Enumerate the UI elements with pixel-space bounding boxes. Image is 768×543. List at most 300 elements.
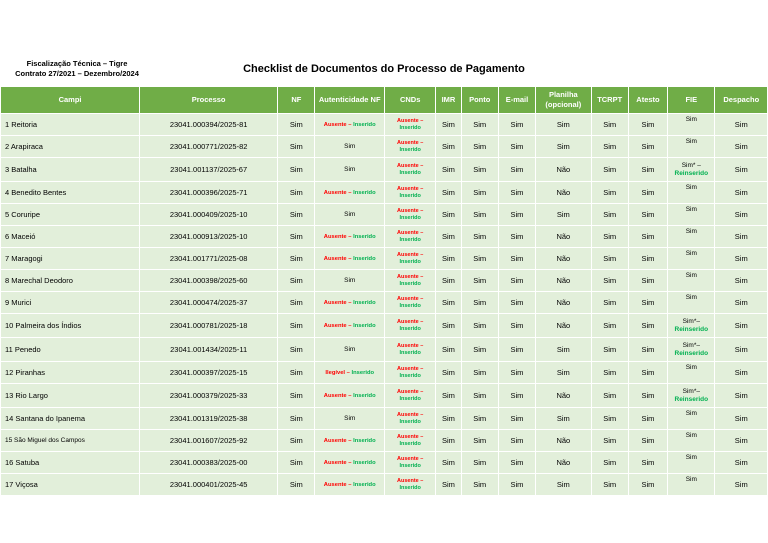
status-absent: Ausente bbox=[323, 234, 347, 240]
table-row bbox=[1, 182, 767, 203]
column-header: Despacho bbox=[715, 87, 767, 113]
cell-tcrpt: Sim bbox=[592, 248, 628, 269]
status-inserted: Inserido bbox=[399, 325, 421, 332]
table-row bbox=[1, 114, 767, 135]
status-inserted: Inserido bbox=[353, 234, 376, 240]
cell-planilha: Sim bbox=[536, 114, 590, 135]
status-inserted: Inserido bbox=[399, 302, 421, 309]
cell-planilha: Não bbox=[536, 430, 590, 451]
status-inserted: Inserido bbox=[399, 440, 421, 447]
status-inserted: Inserido bbox=[351, 370, 375, 376]
cell-imr: Sim bbox=[436, 474, 460, 495]
cell-ponto: Sim bbox=[462, 270, 498, 291]
status-inserted: Inserido bbox=[399, 169, 421, 176]
cell-despacho: Sim bbox=[715, 430, 767, 451]
cell-campus: 15 São Miguel dos Campos bbox=[1, 430, 139, 451]
cell-email: Sim bbox=[499, 226, 535, 247]
cell-despacho: Sim bbox=[715, 452, 767, 473]
fie-value: Sim*– bbox=[682, 387, 700, 395]
status-yes: Sim bbox=[344, 211, 356, 218]
status-inserted: Inserido bbox=[353, 122, 376, 128]
cell-processo: 23041.000383/2025-00 bbox=[140, 452, 277, 473]
cell-planilha: Não bbox=[536, 292, 590, 313]
cell-email: Sim bbox=[499, 292, 535, 313]
cell-nf: Sim bbox=[278, 430, 314, 451]
cell-processo: 23041.001137/2025-67 bbox=[140, 158, 277, 181]
cell-autenticidade bbox=[315, 408, 384, 429]
cell-email: Sim bbox=[499, 338, 535, 361]
cell-email: Sim bbox=[499, 384, 535, 407]
cell-processo: 23041.000474/2025-37 bbox=[140, 292, 277, 313]
status-absent: Ausente – bbox=[397, 273, 424, 280]
cell-tcrpt: Sim bbox=[592, 314, 628, 337]
status-inserted: Inserido bbox=[399, 462, 421, 469]
cell-tcrpt: Sim bbox=[592, 158, 628, 181]
cell-fie bbox=[668, 338, 714, 361]
status-separator: – bbox=[346, 438, 354, 444]
table-row bbox=[1, 292, 767, 313]
status-separator: – bbox=[346, 300, 354, 306]
cell-fie bbox=[668, 384, 714, 407]
status-absent: Ausente – bbox=[397, 295, 424, 302]
cell-imr: Sim bbox=[436, 158, 460, 181]
status-inserted: Inserido bbox=[399, 146, 421, 153]
fie-reinserted: Reinserido bbox=[674, 169, 709, 177]
cell-atesto: Sim bbox=[629, 270, 667, 291]
status-inserted: Inserido bbox=[399, 192, 421, 199]
cell-processo: 23041.000781/2025-18 bbox=[140, 314, 277, 337]
cell-atesto: Sim bbox=[629, 248, 667, 269]
cell-nf: Sim bbox=[278, 226, 314, 247]
status-absent: Ausente bbox=[323, 256, 347, 262]
cell-atesto: Sim bbox=[629, 474, 667, 495]
cell-email: Sim bbox=[499, 314, 535, 337]
cnd-status bbox=[385, 389, 435, 403]
cell-tcrpt: Sim bbox=[592, 270, 628, 291]
cell-planilha: Sim bbox=[536, 204, 590, 225]
header-row bbox=[1, 87, 767, 113]
cell-imr: Sim bbox=[436, 136, 460, 157]
cell-nf: Sim bbox=[278, 338, 314, 361]
cell-atesto: Sim bbox=[629, 362, 667, 383]
table-row bbox=[1, 474, 767, 495]
status-absent: Ausente – bbox=[397, 477, 424, 484]
cell-imr: Sim bbox=[436, 408, 460, 429]
cnd-status bbox=[385, 252, 435, 266]
cell-ponto: Sim bbox=[462, 292, 498, 313]
status-yes: Sim bbox=[344, 277, 356, 284]
cell-email: Sim bbox=[499, 136, 535, 157]
fie-value: Sim bbox=[685, 364, 697, 371]
cell-autenticidade bbox=[315, 338, 384, 361]
cell-imr: Sim bbox=[436, 204, 460, 225]
cell-despacho: Sim bbox=[715, 226, 767, 247]
status-separator: – bbox=[346, 393, 354, 399]
status-absent: Ausente bbox=[323, 460, 347, 466]
fie-value: Sim bbox=[685, 432, 697, 439]
cell-email: Sim bbox=[499, 182, 535, 203]
cell-email: Sim bbox=[499, 114, 535, 135]
cell-tcrpt: Sim bbox=[592, 408, 628, 429]
cell-despacho: Sim bbox=[715, 248, 767, 269]
status-absent: Ausente bbox=[323, 300, 347, 306]
status-absent: Ausente – bbox=[397, 318, 424, 325]
cell-cnds bbox=[385, 292, 435, 313]
cell-email: Sim bbox=[499, 270, 535, 291]
cell-email: Sim bbox=[499, 158, 535, 181]
table-row bbox=[1, 158, 767, 181]
cell-despacho: Sim bbox=[715, 114, 767, 135]
cell-campus: 1 Reitoria bbox=[1, 114, 139, 135]
cell-fie bbox=[668, 292, 714, 313]
cnd-status bbox=[385, 274, 435, 288]
cell-autenticidade bbox=[315, 182, 384, 203]
status-inserted: Inserido bbox=[399, 214, 421, 221]
cell-tcrpt: Sim bbox=[592, 452, 628, 473]
cnd-status bbox=[385, 140, 435, 154]
cell-email: Sim bbox=[499, 474, 535, 495]
cell-processo: 23041.000379/2025-33 bbox=[140, 384, 277, 407]
cell-imr: Sim bbox=[436, 114, 460, 135]
fie-reinserted: Reinserido bbox=[674, 395, 709, 403]
table-row bbox=[1, 136, 767, 157]
cell-cnds bbox=[385, 430, 435, 451]
cell-campus: 3 Batalha bbox=[1, 158, 139, 181]
cell-nf: Sim bbox=[278, 158, 314, 181]
cell-cnds bbox=[385, 384, 435, 407]
cell-processo: 23041.000401/2025-45 bbox=[140, 474, 277, 495]
status-inserted: Inserido bbox=[399, 280, 421, 287]
fie-value: Sim* – bbox=[681, 161, 701, 169]
cell-despacho: Sim bbox=[715, 158, 767, 181]
cell-planilha: Não bbox=[536, 270, 590, 291]
cell-processo: 23041.000409/2025-10 bbox=[140, 204, 277, 225]
cnd-status bbox=[385, 118, 435, 132]
cell-nf: Sim bbox=[278, 384, 314, 407]
cell-processo: 23041.000398/2025-60 bbox=[140, 270, 277, 291]
status-separator: – bbox=[346, 323, 354, 329]
cell-processo: 23041.000396/2025-71 bbox=[140, 182, 277, 203]
cell-tcrpt: Sim bbox=[592, 226, 628, 247]
cell-ponto: Sim bbox=[462, 452, 498, 473]
cell-nf: Sim bbox=[278, 292, 314, 313]
cell-atesto: Sim bbox=[629, 408, 667, 429]
cell-autenticidade bbox=[315, 452, 384, 473]
status-inserted: Inserido bbox=[353, 256, 376, 262]
cell-fie bbox=[668, 474, 714, 495]
cnd-status bbox=[385, 456, 435, 470]
cell-atesto: Sim bbox=[629, 204, 667, 225]
status-absent: Ausente – bbox=[397, 162, 424, 169]
cell-tcrpt: Sim bbox=[592, 474, 628, 495]
cell-autenticidade bbox=[315, 248, 384, 269]
cell-ponto: Sim bbox=[462, 158, 498, 181]
status-separator: – bbox=[345, 370, 352, 376]
cnd-status bbox=[385, 478, 435, 492]
cell-ponto: Sim bbox=[462, 474, 498, 495]
fie-value: Sim bbox=[685, 250, 697, 257]
cell-imr: Sim bbox=[436, 270, 460, 291]
cell-atesto: Sim bbox=[629, 430, 667, 451]
cell-campus: 16 Satuba bbox=[1, 452, 139, 473]
cell-autenticidade bbox=[315, 292, 384, 313]
cell-campus: 10 Palmeira dos Índios bbox=[1, 314, 139, 337]
cell-despacho: Sim bbox=[715, 204, 767, 225]
cell-imr: Sim bbox=[436, 452, 460, 473]
status-absent: Ausente bbox=[323, 438, 347, 444]
fie-value: Sim bbox=[685, 184, 697, 191]
status-absent: Ausente – bbox=[397, 229, 424, 236]
cell-atesto: Sim bbox=[629, 226, 667, 247]
cell-campus: 14 Santana do Ipanema bbox=[1, 408, 139, 429]
cell-cnds bbox=[385, 408, 435, 429]
cell-campus: 11 Penedo bbox=[1, 338, 139, 361]
cell-autenticidade bbox=[315, 362, 384, 383]
cell-cnds bbox=[385, 226, 435, 247]
cell-planilha: Não bbox=[536, 248, 590, 269]
cnd-status bbox=[385, 296, 435, 310]
cell-fie bbox=[668, 430, 714, 451]
status-yes: Sim bbox=[344, 346, 356, 353]
fie-value: Sim bbox=[685, 228, 697, 235]
column-header: Autenticidade NF bbox=[315, 87, 384, 113]
status-inserted: Inserido bbox=[399, 236, 421, 243]
contract-line-1: Fiscalização Técnica – Tigre bbox=[26, 59, 128, 68]
cell-nf: Sim bbox=[278, 136, 314, 157]
cell-tcrpt: Sim bbox=[592, 182, 628, 203]
cell-atesto: Sim bbox=[629, 136, 667, 157]
cell-atesto: Sim bbox=[629, 384, 667, 407]
status-yes: Sim bbox=[344, 143, 356, 150]
status-inserted: Inserido bbox=[353, 438, 376, 444]
cell-autenticidade bbox=[315, 430, 384, 451]
cell-planilha: Não bbox=[536, 314, 590, 337]
column-header: Atesto bbox=[629, 87, 667, 113]
table-row bbox=[1, 270, 767, 291]
cell-tcrpt: Sim bbox=[592, 114, 628, 135]
status-absent: Ausente – bbox=[397, 433, 424, 440]
status-absent: Ausente bbox=[323, 323, 347, 329]
cell-ponto: Sim bbox=[462, 226, 498, 247]
cnd-status bbox=[385, 230, 435, 244]
fie-value: Sim*– bbox=[682, 341, 700, 349]
table-row bbox=[1, 384, 767, 407]
fie-value: Sim bbox=[685, 410, 697, 417]
cell-fie bbox=[668, 226, 714, 247]
cell-fie bbox=[668, 114, 714, 135]
status-inserted: Inserido bbox=[399, 124, 421, 131]
cell-tcrpt: Sim bbox=[592, 292, 628, 313]
cell-cnds bbox=[385, 362, 435, 383]
cell-fie bbox=[668, 408, 714, 429]
status-inserted: Inserido bbox=[399, 484, 421, 491]
status-separator: – bbox=[346, 122, 354, 128]
cnd-status bbox=[385, 412, 435, 426]
status-separator: – bbox=[346, 234, 354, 240]
cell-atesto: Sim bbox=[629, 158, 667, 181]
status-absent: Ausente bbox=[323, 122, 347, 128]
fie-value: Sim bbox=[685, 454, 697, 461]
cell-ponto: Sim bbox=[462, 114, 498, 135]
table-row bbox=[1, 408, 767, 429]
cell-fie bbox=[668, 136, 714, 157]
fie-value: Sim bbox=[685, 116, 697, 123]
status-absent: Ausente – bbox=[397, 117, 424, 124]
cnd-status bbox=[385, 434, 435, 448]
contract-info bbox=[4, 59, 150, 79]
table-row bbox=[1, 338, 767, 361]
cell-tcrpt: Sim bbox=[592, 430, 628, 451]
cell-planilha: Não bbox=[536, 226, 590, 247]
cell-despacho: Sim bbox=[715, 136, 767, 157]
cell-cnds bbox=[385, 270, 435, 291]
cell-processo: 23041.000771/2025-82 bbox=[140, 136, 277, 157]
cell-imr: Sim bbox=[436, 292, 460, 313]
cell-imr: Sim bbox=[436, 430, 460, 451]
fie-value: Sim*– bbox=[682, 317, 700, 325]
cell-tcrpt: Sim bbox=[592, 338, 628, 361]
status-absent: Ausente – bbox=[397, 251, 424, 258]
cell-nf: Sim bbox=[278, 408, 314, 429]
status-absent: Ausente – bbox=[397, 388, 424, 395]
cell-imr: Sim bbox=[436, 338, 460, 361]
cell-cnds bbox=[385, 248, 435, 269]
cell-tcrpt: Sim bbox=[592, 362, 628, 383]
cell-processo: 23041.001319/2025-38 bbox=[140, 408, 277, 429]
cell-cnds bbox=[385, 182, 435, 203]
fie-value: Sim bbox=[685, 206, 697, 213]
cell-imr: Sim bbox=[436, 182, 460, 203]
cell-email: Sim bbox=[499, 204, 535, 225]
cnd-status bbox=[385, 343, 435, 357]
checklist-table bbox=[0, 86, 768, 496]
cell-tcrpt: Sim bbox=[592, 384, 628, 407]
cell-campus: 7 Maragogi bbox=[1, 248, 139, 269]
column-header: TCRPT bbox=[592, 87, 628, 113]
status-inserted: Inserido bbox=[353, 190, 376, 196]
table-row bbox=[1, 226, 767, 247]
cell-processo: 23041.001434/2025-11 bbox=[140, 338, 277, 361]
column-header: FIE bbox=[668, 87, 714, 113]
status-absent: Ausente – bbox=[397, 139, 424, 146]
fie-value: Sim bbox=[685, 138, 697, 145]
table-row bbox=[1, 362, 767, 383]
status-inserted: Inserido bbox=[399, 418, 421, 425]
status-separator: – bbox=[346, 190, 354, 196]
cell-nf: Sim bbox=[278, 182, 314, 203]
cell-ponto: Sim bbox=[462, 204, 498, 225]
page-title: Checklist de Documentos do Processo de Pagamento bbox=[243, 63, 525, 75]
cell-email: Sim bbox=[499, 430, 535, 451]
status-inserted: Inserido bbox=[353, 393, 376, 399]
cnd-status bbox=[385, 319, 435, 333]
status-separator: – bbox=[346, 460, 354, 466]
status-separator: – bbox=[346, 482, 354, 488]
fie-value: Sim bbox=[685, 476, 697, 483]
cnd-status bbox=[385, 163, 435, 177]
cell-atesto: Sim bbox=[629, 292, 667, 313]
cell-imr: Sim bbox=[436, 226, 460, 247]
table-row bbox=[1, 248, 767, 269]
cell-ponto: Sim bbox=[462, 408, 498, 429]
cell-email: Sim bbox=[499, 408, 535, 429]
table-body bbox=[1, 114, 767, 495]
cell-campus: 9 Murici bbox=[1, 292, 139, 313]
cell-autenticidade bbox=[315, 226, 384, 247]
status-absent: Ausente – bbox=[397, 207, 424, 214]
column-header: Ponto bbox=[462, 87, 498, 113]
cell-campus: 5 Coruripe bbox=[1, 204, 139, 225]
cell-planilha: Não bbox=[536, 452, 590, 473]
cell-processo: 23041.000397/2025-15 bbox=[140, 362, 277, 383]
cell-email: Sim bbox=[499, 452, 535, 473]
cell-despacho: Sim bbox=[715, 362, 767, 383]
cell-imr: Sim bbox=[436, 362, 460, 383]
cell-cnds bbox=[385, 204, 435, 225]
status-absent: Ausente – bbox=[397, 455, 424, 462]
status-separator: – bbox=[346, 256, 354, 262]
status-absent: Ausente bbox=[323, 393, 347, 399]
status-absent: Ausente – bbox=[397, 411, 424, 418]
cell-planilha: Sim bbox=[536, 362, 590, 383]
cell-autenticidade bbox=[315, 314, 384, 337]
cell-processo: 23041.001771/2025-08 bbox=[140, 248, 277, 269]
column-header: CNDs bbox=[385, 87, 435, 113]
cell-autenticidade bbox=[315, 270, 384, 291]
status-absent: Ausente bbox=[323, 482, 347, 488]
fie-reinserted: Reinserido bbox=[674, 349, 709, 357]
cell-campus: 6 Maceió bbox=[1, 226, 139, 247]
cell-atesto: Sim bbox=[629, 338, 667, 361]
status-inserted: Inserido bbox=[353, 482, 376, 488]
column-header: Processo bbox=[140, 87, 277, 113]
cell-campus: 2 Arapiraca bbox=[1, 136, 139, 157]
cell-planilha: Sim bbox=[536, 474, 590, 495]
cell-autenticidade bbox=[315, 384, 384, 407]
cell-ponto: Sim bbox=[462, 182, 498, 203]
status-inserted: Inserido bbox=[353, 460, 376, 466]
status-absent: Ausente bbox=[323, 190, 347, 196]
cell-nf: Sim bbox=[278, 204, 314, 225]
cell-imr: Sim bbox=[436, 384, 460, 407]
cell-despacho: Sim bbox=[715, 338, 767, 361]
cell-fie bbox=[668, 204, 714, 225]
cell-despacho: Sim bbox=[715, 292, 767, 313]
cell-fie bbox=[668, 452, 714, 473]
table-row bbox=[1, 452, 767, 473]
column-header: Campi bbox=[1, 87, 139, 113]
cell-nf: Sim bbox=[278, 248, 314, 269]
cell-campus: 17 Viçosa bbox=[1, 474, 139, 495]
cell-ponto: Sim bbox=[462, 430, 498, 451]
cell-autenticidade bbox=[315, 114, 384, 135]
cell-imr: Sim bbox=[436, 248, 460, 269]
cell-ponto: Sim bbox=[462, 248, 498, 269]
cell-nf: Sim bbox=[278, 452, 314, 473]
cell-cnds bbox=[385, 452, 435, 473]
cell-planilha: Não bbox=[536, 158, 590, 181]
status-absent: Ausente – bbox=[397, 342, 424, 349]
cell-despacho: Sim bbox=[715, 182, 767, 203]
table-row bbox=[1, 314, 767, 337]
status-absent: Ilegível bbox=[325, 370, 346, 376]
fie-value: Sim bbox=[685, 294, 697, 301]
cell-cnds bbox=[385, 338, 435, 361]
cell-atesto: Sim bbox=[629, 452, 667, 473]
cell-email: Sim bbox=[499, 248, 535, 269]
status-absent: Ausente – bbox=[397, 365, 424, 372]
cell-imr: Sim bbox=[436, 314, 460, 337]
